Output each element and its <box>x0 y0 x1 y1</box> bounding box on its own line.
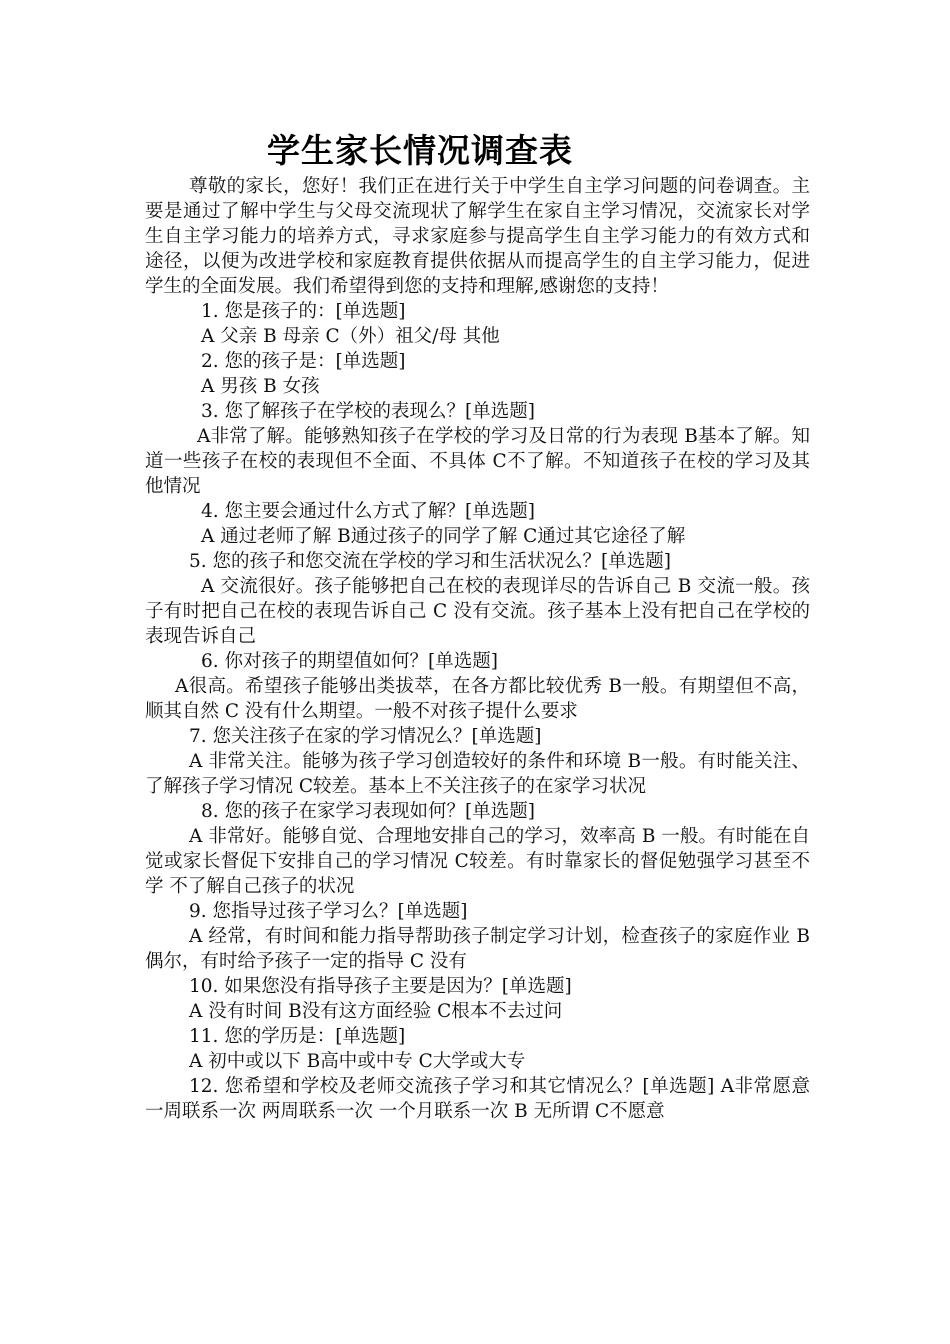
question-1: 1. 您是孩子的：[单选题] <box>201 301 406 322</box>
survey-document <box>145 128 810 1124</box>
answer-9: A 经常，有时间和能力指导帮助孩子制定学习计划，检查孩子的家庭作业 B 偶尔，有时给予孩子一定的指导 C 没有 <box>145 926 810 972</box>
document-title: 学生家长情况调查表 <box>267 131 573 170</box>
answer-10: A 没有时间 B没有这方面经验 C根本不去过问 <box>189 1001 563 1022</box>
question-10: 10. 如果您没有指导孩子主要是因为？[单选题] <box>189 976 572 997</box>
question-7: 7. 您关注孩子在家的学习情况么？[单选题] <box>189 726 542 747</box>
answer-6: A很高。希望孩子能够出类拔萃，在各方都比较优秀 B一般。有期望但不高，顺其自然 C 没有什么期望。一般不对孩子提什么要求 <box>145 676 810 722</box>
question-3: 3. 您了解孩子在学校的表现么？[单选题] <box>201 401 535 422</box>
question-12-text: 12. 您希望和学校及老师交流孩子学习和其它情况么？[单选题] <box>189 1076 715 1097</box>
question-4: 4. 您主要会通过什么方式了解？[单选题] <box>201 501 535 522</box>
answer-1: A 父亲 B 母亲 C（外）祖父/母 其他 <box>201 326 500 347</box>
intro-paragraph: 尊敬的家长，您好！我们正在进行关于中学生自主学习问题的问卷调查。主要是通过了解中学生与父母交流现状了解学生在家自主学习情况，交流家长对学生自主学习能力的培养方式，寻求家庭参与提高学生自主学习能力的有效方式和途径，以便为改进学校和家庭教育提供依据从而提高学生的自主学习能力，促进学生的全面发展。我们希望得到您的支持和理解,感谢您的支持！ <box>145 176 810 297</box>
answer-11: A 初中或以下 B高中或中专 C大学或大专 <box>189 1051 526 1072</box>
question-6: 6. 你对孩子的期望值如何？[单选题] <box>201 651 498 672</box>
question-11: 11. 您的学历是：[单选题] <box>189 1026 406 1047</box>
answer-5: A 交流很好。孩子能够把自己在校的表现详尽的告诉自己 B 交流一般。孩子有时把自己在校的表现告诉自己 C 没有交流。孩子基本上没有把自己在学校的表现告诉自己 <box>145 576 810 647</box>
question-9: 9. 您指导过孩子学习么？[单选题] <box>189 901 468 922</box>
question-12 <box>145 1074 810 1124</box>
answer-7: A 非常关注。能够为孩子学习创造较好的条件和环境 B一般。有时能关注、了解孩子学习情况 C较差。基本上不关注孩子的在家学习状况 <box>145 751 810 797</box>
answer-3: A非常了解。能够熟知孩子在学校的学习及日常的行为表现 B基本了解。知道一些孩子在校的表现但不全面、不具体 C不了解。不知道孩子在校的学习及其他情况 <box>145 426 810 497</box>
answer-4: A 通过老师了解 B通过孩子的同学了解 C通过其它途径了解 <box>201 526 686 547</box>
answer-2: A 男孩 B 女孩 <box>201 376 320 397</box>
question-5: 5. 您的孩子和您交流在学校的学习和生活状况么？[单选题] <box>189 551 671 572</box>
question-2: 2. 您的孩子是：[单选题] <box>201 351 406 372</box>
answer-12: A非常愿意 一周联系一次 两周联系一次 一个月联系一次 B 无所谓 C不愿意 <box>145 1076 810 1122</box>
question-8: 8. 您的孩子在家学习表现如何？[单选题] <box>201 801 535 822</box>
answer-8: A 非常好。能够自觉、合理地安排自己的学习，效率高 B 一般。有时能在自觉或家长督促下安排自己的学习情况 C较差。有时靠家长的督促勉强学习甚至不学 不了解自己孩子的状况 <box>145 826 810 897</box>
